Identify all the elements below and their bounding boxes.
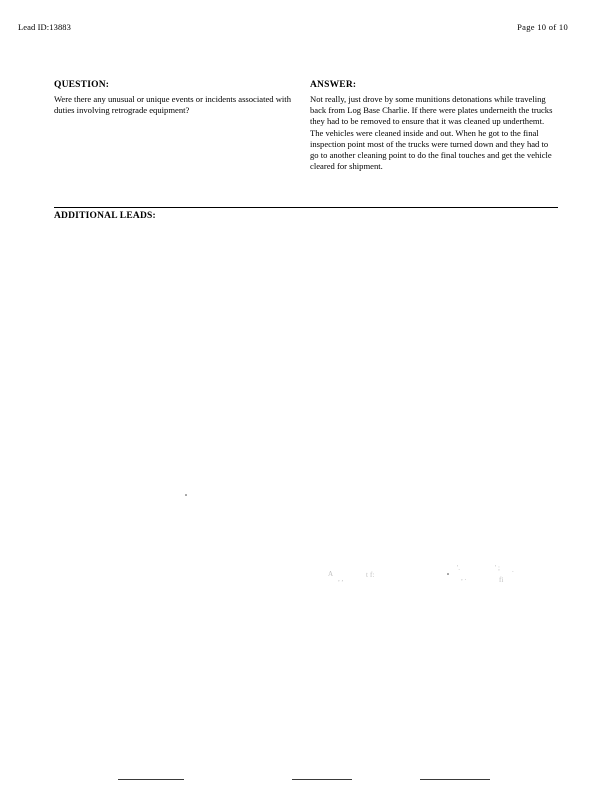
question-column [54, 80, 310, 116]
question-answer-block [54, 80, 558, 172]
page-number-label: Page 10 of 10 [517, 22, 568, 32]
scan-speck [185, 494, 187, 496]
scan-smudge: t [366, 571, 368, 579]
scan-smudge-group [320, 562, 520, 584]
answer-text: Not really, just drove by some munitions detonations while traveling back from Log Base Charlie. If there were plates underneith the trucks they had to be removed to ensure that it was cleaned up underthemt. The vehicles were cleaned inside and out. When he got to the final inspection point most of the trucks were turned down and they had to go to another cleaning point to do the final touches and get the vehicle cleared for shipment. [310, 94, 553, 172]
page-header [18, 22, 594, 36]
question-heading: QUESTION: [54, 80, 110, 90]
additional-leads-heading: ADDITIONAL LEADS: [54, 211, 156, 221]
page-bottom-marks [0, 779, 612, 785]
scan-smudge: ' ; [495, 564, 500, 572]
answer-column [310, 80, 558, 172]
lead-id-label: Lead ID:13883 [18, 22, 71, 32]
scan-smudge: . [512, 566, 514, 574]
scan-smudge: f: [370, 571, 375, 579]
scan-smudge: A [328, 570, 334, 578]
section-divider-rule [54, 207, 558, 208]
answer-heading: ANSWER: [310, 80, 357, 90]
question-text: Were there any unusual or unique events or incidents associated with duties involving retrograde equipment? [54, 94, 291, 116]
scan-smudge: , . [461, 574, 467, 582]
scan-smudge: '. [457, 564, 461, 572]
scan-smudge: , , [338, 575, 344, 583]
scan-smudge: fi [499, 576, 504, 584]
